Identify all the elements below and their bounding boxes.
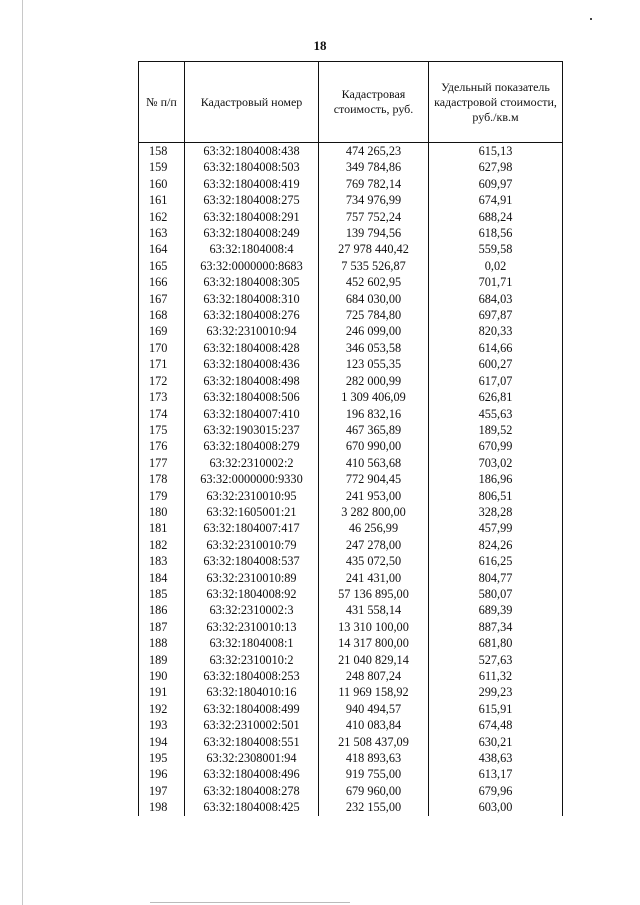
cell-row-number: 161: [139, 192, 185, 208]
cell-specific-value: 0,02: [429, 258, 563, 274]
table-row: [139, 471, 563, 487]
cell-cadastral-value: 7 535 526,87: [319, 258, 429, 274]
cell-row-number: 181: [139, 520, 185, 536]
table-row: [139, 274, 563, 290]
cell-cadastral-number: 63:32:1804010:16: [185, 684, 319, 700]
table-row: [139, 389, 563, 405]
cell-specific-value: 703,02: [429, 455, 563, 471]
cell-cadastral-number: 63:32:1804008:496: [185, 766, 319, 782]
table-row: [139, 717, 563, 733]
cell-cadastral-value: 410 563,68: [319, 455, 429, 471]
table-row: [139, 602, 563, 618]
table-row: [139, 668, 563, 684]
cell-cadastral-number: 63:32:1804008:310: [185, 291, 319, 307]
cell-row-number: 160: [139, 176, 185, 192]
table-row: [139, 537, 563, 553]
cell-specific-value: 824,26: [429, 537, 563, 553]
cell-cadastral-value: 474 265,23: [319, 143, 429, 160]
cell-cadastral-number: 63:32:1804008:498: [185, 373, 319, 389]
cell-specific-value: 580,07: [429, 586, 563, 602]
cell-specific-value: 615,13: [429, 143, 563, 160]
cell-specific-value: 527,63: [429, 652, 563, 668]
cell-specific-value: 617,07: [429, 373, 563, 389]
cell-specific-value: 600,27: [429, 356, 563, 372]
table-row: [139, 209, 563, 225]
cell-cadastral-number: 63:32:1804008:278: [185, 783, 319, 799]
cell-row-number: 173: [139, 389, 185, 405]
cell-cadastral-number: 63:32:1804008:436: [185, 356, 319, 372]
cell-cadastral-number: 63:32:1804008:425: [185, 799, 319, 815]
cell-cadastral-value: 57 136 895,00: [319, 586, 429, 602]
table-row: [139, 783, 563, 799]
cell-cadastral-value: 467 365,89: [319, 422, 429, 438]
cell-cadastral-number: 63:32:1804008:4: [185, 241, 319, 257]
cell-row-number: 158: [139, 143, 185, 160]
cell-specific-value: 806,51: [429, 488, 563, 504]
cell-cadastral-number: 63:32:1804008:503: [185, 159, 319, 175]
table-row: [139, 192, 563, 208]
table-row: [139, 373, 563, 389]
table-row: [139, 422, 563, 438]
cell-row-number: 180: [139, 504, 185, 520]
page-left-edge: [22, 0, 23, 905]
table-row: [139, 701, 563, 717]
cell-specific-value: 189,52: [429, 422, 563, 438]
cell-specific-value: 613,17: [429, 766, 563, 782]
cell-cadastral-number: 63:32:1804008:279: [185, 438, 319, 454]
table-row: [139, 652, 563, 668]
cell-cadastral-value: 21 040 829,14: [319, 652, 429, 668]
cell-cadastral-number: 63:32:2310010:94: [185, 323, 319, 339]
cell-row-number: 174: [139, 406, 185, 422]
cell-row-number: 175: [139, 422, 185, 438]
cell-specific-value: 684,03: [429, 291, 563, 307]
cell-specific-value: 627,98: [429, 159, 563, 175]
cell-specific-value: 688,24: [429, 209, 563, 225]
cell-cadastral-number: 63:32:1804007:417: [185, 520, 319, 536]
cell-specific-value: 674,48: [429, 717, 563, 733]
cell-cadastral-number: 63:32:1804008:428: [185, 340, 319, 356]
table-row: [139, 340, 563, 356]
cell-row-number: 182: [139, 537, 185, 553]
cell-row-number: 167: [139, 291, 185, 307]
cell-row-number: 164: [139, 241, 185, 257]
table-row: [139, 520, 563, 536]
cell-specific-value: 455,63: [429, 406, 563, 422]
cell-cadastral-number: 63:32:1804007:410: [185, 406, 319, 422]
cell-specific-value: 674,91: [429, 192, 563, 208]
page-bottom-edge: [150, 902, 350, 903]
cell-cadastral-number: 63:32:1804008:249: [185, 225, 319, 241]
table-row: [139, 635, 563, 651]
cell-row-number: 191: [139, 684, 185, 700]
cell-cadastral-number: 63:32:1804008:305: [185, 274, 319, 290]
table-row: [139, 241, 563, 257]
cell-cadastral-value: 21 508 437,09: [319, 734, 429, 750]
cell-row-number: 185: [139, 586, 185, 602]
table-row: [139, 586, 563, 602]
cell-specific-value: 670,99: [429, 438, 563, 454]
table-row: [139, 143, 563, 160]
page-number: 18: [313, 38, 327, 53]
cell-specific-value: 679,96: [429, 783, 563, 799]
cell-cadastral-value: 919 755,00: [319, 766, 429, 782]
cell-row-number: 166: [139, 274, 185, 290]
cell-row-number: 196: [139, 766, 185, 782]
cell-cadastral-value: 14 317 800,00: [319, 635, 429, 651]
cell-cadastral-value: 196 832,16: [319, 406, 429, 422]
cell-row-number: 169: [139, 323, 185, 339]
cell-specific-value: 887,34: [429, 619, 563, 635]
table-row: [139, 438, 563, 454]
cell-cadastral-number: 63:32:1605001:21: [185, 504, 319, 520]
cell-row-number: 183: [139, 553, 185, 569]
cell-row-number: 165: [139, 258, 185, 274]
cell-row-number: 170: [139, 340, 185, 356]
table-row: [139, 488, 563, 504]
cell-cadastral-value: 734 976,99: [319, 192, 429, 208]
cell-row-number: 198: [139, 799, 185, 815]
cell-cadastral-value: 772 904,45: [319, 471, 429, 487]
cell-specific-value: 603,00: [429, 799, 563, 815]
cell-specific-value: 616,25: [429, 553, 563, 569]
table-row: [139, 619, 563, 635]
cell-cadastral-value: 46 256,99: [319, 520, 429, 536]
cell-specific-value: 618,56: [429, 225, 563, 241]
table-row: [139, 176, 563, 192]
table-row: [139, 307, 563, 323]
cell-row-number: 186: [139, 602, 185, 618]
cell-specific-value: 609,97: [429, 176, 563, 192]
cell-cadastral-value: 139 794,56: [319, 225, 429, 241]
cell-cadastral-number: 63:32:1804008:291: [185, 209, 319, 225]
table-row: [139, 159, 563, 175]
cell-cadastral-value: 247 278,00: [319, 537, 429, 553]
cell-specific-value: 328,28: [429, 504, 563, 520]
cell-cadastral-number: 63:32:1804008:551: [185, 734, 319, 750]
cell-row-number: 190: [139, 668, 185, 684]
table-row: [139, 553, 563, 569]
cell-cadastral-value: 241 953,00: [319, 488, 429, 504]
cell-cadastral-number: 63:32:0000000:8683: [185, 258, 319, 274]
cell-cadastral-number: 63:32:2310002:501: [185, 717, 319, 733]
table-body: [139, 143, 563, 816]
cell-cadastral-number: 63:32:1804008:275: [185, 192, 319, 208]
cell-row-number: 194: [139, 734, 185, 750]
cell-cadastral-value: 13 310 100,00: [319, 619, 429, 635]
cell-cadastral-value: 679 960,00: [319, 783, 429, 799]
cell-row-number: 163: [139, 225, 185, 241]
table-header: [139, 62, 563, 143]
cell-specific-value: 615,91: [429, 701, 563, 717]
header-specific-value: Удельный показатель кадастровой стоимости, руб./кв.м: [429, 62, 563, 143]
table-row: [139, 291, 563, 307]
cell-specific-value: 701,71: [429, 274, 563, 290]
cell-cadastral-number: 63:32:1804008:276: [185, 307, 319, 323]
cell-specific-value: 299,23: [429, 684, 563, 700]
cell-row-number: 179: [139, 488, 185, 504]
cell-cadastral-number: 63:32:2310010:2: [185, 652, 319, 668]
table-row: [139, 750, 563, 766]
cell-row-number: 188: [139, 635, 185, 651]
cell-cadastral-value: 349 784,86: [319, 159, 429, 175]
cell-cadastral-number: 63:32:1804008:253: [185, 668, 319, 684]
cell-row-number: 172: [139, 373, 185, 389]
cell-cadastral-value: 757 752,24: [319, 209, 429, 225]
cell-specific-value: 626,81: [429, 389, 563, 405]
cell-specific-value: 457,99: [429, 520, 563, 536]
cell-cadastral-value: 452 602,95: [319, 274, 429, 290]
cell-cadastral-value: 346 053,58: [319, 340, 429, 356]
cell-cadastral-number: 63:32:2310010:79: [185, 537, 319, 553]
cell-cadastral-value: 431 558,14: [319, 602, 429, 618]
table-row: [139, 406, 563, 422]
table-row: [139, 684, 563, 700]
cell-cadastral-value: 27 978 440,42: [319, 241, 429, 257]
cell-row-number: 193: [139, 717, 185, 733]
cell-cadastral-number: 63:32:2310010:13: [185, 619, 319, 635]
cell-cadastral-value: 418 893,63: [319, 750, 429, 766]
cell-cadastral-value: 940 494,57: [319, 701, 429, 717]
cell-cadastral-value: 410 083,84: [319, 717, 429, 733]
table-row: [139, 323, 563, 339]
cell-row-number: 197: [139, 783, 185, 799]
cell-cadastral-value: 684 030,00: [319, 291, 429, 307]
cell-cadastral-value: 1 309 406,09: [319, 389, 429, 405]
cell-row-number: 177: [139, 455, 185, 471]
cell-cadastral-number: 63:32:2310002:2: [185, 455, 319, 471]
cell-cadastral-value: 769 782,14: [319, 176, 429, 192]
cell-cadastral-value: 232 155,00: [319, 799, 429, 815]
table-row: [139, 766, 563, 782]
header-cadastral-number: Кадастровый номер: [185, 62, 319, 143]
cadastral-value-table: [138, 61, 563, 816]
cell-specific-value: 186,96: [429, 471, 563, 487]
cell-cadastral-number: 63:32:1903015:237: [185, 422, 319, 438]
table-row: [139, 570, 563, 586]
cell-row-number: 176: [139, 438, 185, 454]
header-cadastral-value: Кадастровая стоимость, руб.: [319, 62, 429, 143]
cell-cadastral-number: 63:32:1804008:537: [185, 553, 319, 569]
cell-specific-value: 681,80: [429, 635, 563, 651]
cell-row-number: 187: [139, 619, 185, 635]
cell-specific-value: 438,63: [429, 750, 563, 766]
cell-row-number: 168: [139, 307, 185, 323]
table-row: [139, 225, 563, 241]
cell-cadastral-number: 63:32:1804008:419: [185, 176, 319, 192]
cell-row-number: 162: [139, 209, 185, 225]
cell-cadastral-number: 63:32:2308001:94: [185, 750, 319, 766]
cell-specific-value: 689,39: [429, 602, 563, 618]
cell-specific-value: 614,66: [429, 340, 563, 356]
cell-cadastral-value: 248 807,24: [319, 668, 429, 684]
cell-specific-value: 611,32: [429, 668, 563, 684]
cell-row-number: 159: [139, 159, 185, 175]
cell-row-number: 192: [139, 701, 185, 717]
table-row: [139, 258, 563, 274]
cell-cadastral-value: 3 282 800,00: [319, 504, 429, 520]
cell-cadastral-number: 63:32:1804008:499: [185, 701, 319, 717]
table-row: [139, 504, 563, 520]
cell-cadastral-value: 670 990,00: [319, 438, 429, 454]
cell-cadastral-number: 63:32:0000000:9330: [185, 471, 319, 487]
cell-row-number: 184: [139, 570, 185, 586]
cell-specific-value: 804,77: [429, 570, 563, 586]
cell-cadastral-number: 63:32:1804008:1: [185, 635, 319, 651]
header-num: № п/п: [139, 62, 185, 143]
table-row: [139, 734, 563, 750]
cell-cadastral-number: 63:32:2310002:3: [185, 602, 319, 618]
cell-specific-value: 820,33: [429, 323, 563, 339]
cell-cadastral-number: 63:32:1804008:92: [185, 586, 319, 602]
scan-speck: [590, 18, 592, 20]
cell-specific-value: 630,21: [429, 734, 563, 750]
cell-specific-value: 697,87: [429, 307, 563, 323]
cell-cadastral-value: 246 099,00: [319, 323, 429, 339]
cell-cadastral-value: 725 784,80: [319, 307, 429, 323]
cell-cadastral-value: 123 055,35: [319, 356, 429, 372]
cell-row-number: 178: [139, 471, 185, 487]
cell-cadastral-value: 435 072,50: [319, 553, 429, 569]
cell-cadastral-number: 63:32:1804008:506: [185, 389, 319, 405]
cell-row-number: 189: [139, 652, 185, 668]
cell-specific-value: 559,58: [429, 241, 563, 257]
table-row: [139, 455, 563, 471]
cell-cadastral-value: 282 000,99: [319, 373, 429, 389]
cell-cadastral-number: 63:32:2310010:89: [185, 570, 319, 586]
cell-cadastral-value: 241 431,00: [319, 570, 429, 586]
cell-cadastral-number: 63:32:1804008:438: [185, 143, 319, 160]
cell-cadastral-value: 11 969 158,92: [319, 684, 429, 700]
table-row: [139, 356, 563, 372]
cell-cadastral-number: 63:32:2310010:95: [185, 488, 319, 504]
cell-row-number: 171: [139, 356, 185, 372]
table-row: [139, 799, 563, 815]
cell-row-number: 195: [139, 750, 185, 766]
